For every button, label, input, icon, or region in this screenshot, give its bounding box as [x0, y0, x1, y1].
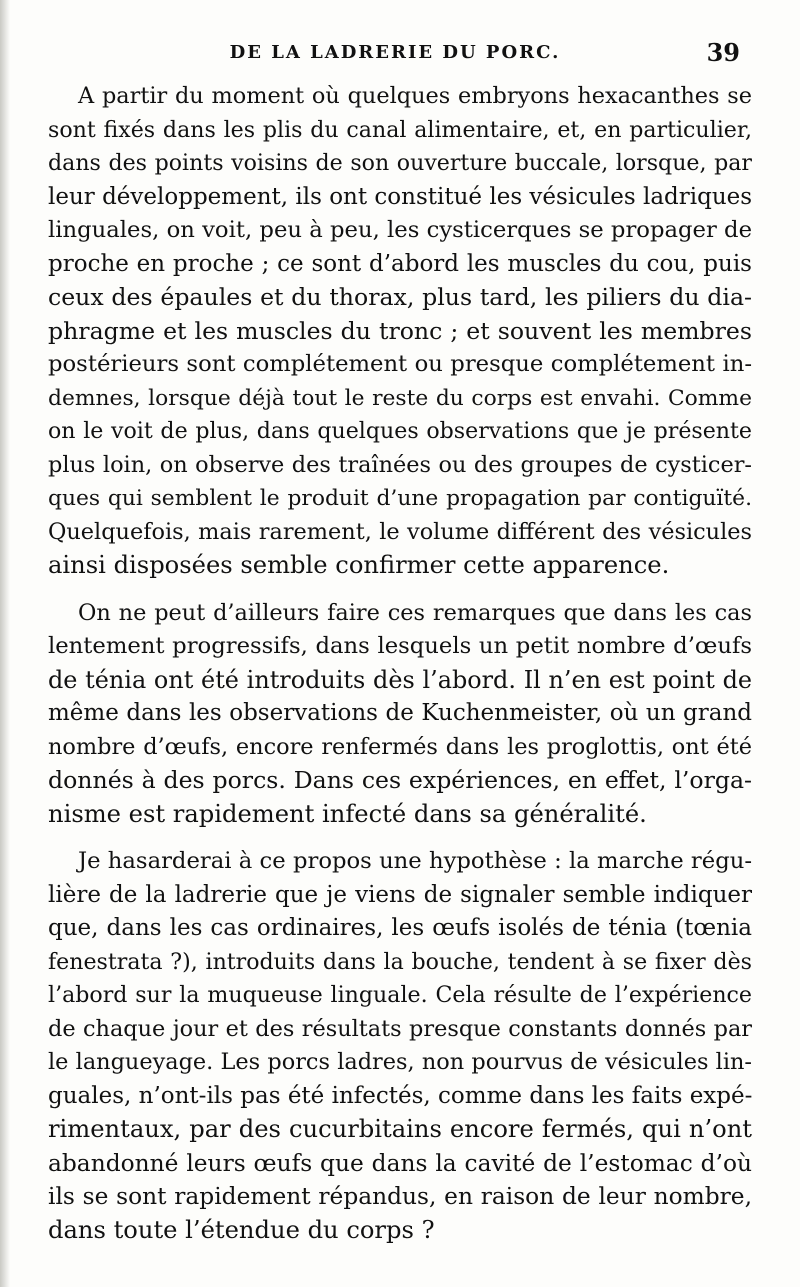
text-line: abandonné leurs œufs que dans la cavité de l’estomac d’où	[48, 1149, 752, 1177]
text-line: A partir du moment où quelques embryons hexacanthes se	[78, 83, 752, 109]
text-line: rimentaux, par des cucurbitains encore fermés, qui n’ont	[48, 1115, 752, 1143]
text-line: dans des points voisins de son ouverture buccale, lorsque, par	[48, 150, 752, 176]
running-title: DE LA LADRERIE DU PORC.	[229, 42, 561, 63]
text-line: l’abord sur la muqueuse linguale. Cela résulte de l’expérience	[48, 982, 752, 1008]
text-line: lière de la ladrerie que je viens de signaler semble indiquer	[48, 881, 752, 908]
text-line: linguales, on voit, peu à peu, les cysticerques se propager de	[48, 217, 752, 243]
text-line: guales, n’ont-ils pas été infectés, comme dans les faits expé-	[48, 1082, 753, 1109]
text-line: lentement progressifs, dans lesquels un petit nombre d’œufs	[48, 633, 752, 659]
text-line: que, dans les cas ordinaires, les œufs isolés de ténia (tœnia	[48, 915, 752, 941]
paragraph-2	[48, 597, 752, 832]
text-line: nombre d’œufs, encore renfermés dans les proglottis, ont été	[48, 733, 752, 760]
text-line: ils se sont rapidement répandus, en raison de leur nombre,	[48, 1183, 752, 1210]
page-number: 39	[706, 38, 740, 67]
paragraph-3	[48, 845, 752, 1247]
text-line: même dans les observations de Kuchenmeister, où un grand	[48, 700, 752, 726]
text-line: donnés à des porcs. Dans ces expériences, en effet, l’orga-	[48, 766, 752, 794]
text-line: phragme et les muscles du tronc ; et souvent les membres	[48, 316, 752, 345]
text-line: ceux des épaules et du thorax, plus tard, les piliers du dia-	[48, 283, 752, 311]
text-line: ques qui semblent le produit d’une propagation par contiguïté.	[48, 486, 752, 511]
text-line: ainsi disposées semble confirmer cette apparence.	[48, 551, 670, 579]
text-line: plus loin, on observe des traînées ou des groupes de cysticer-	[48, 451, 752, 478]
text-line: demnes, lorsque déjà tout le reste du corps est envahi. Comme	[48, 385, 752, 411]
text-line: Quelquefois, mais rarement, le volume différent des vésicules	[48, 518, 752, 545]
text-line: leur développement, ils ont constitué les vésicules ladriques	[48, 183, 753, 210]
text-line: fenestrata ?), introduits dans la bouche, tendent à se fixer dès	[48, 948, 752, 975]
text-line: de chaque jour et des résultats presque constants donnés par	[48, 1015, 752, 1042]
text-line: nisme est rapidement infecté dans sa généralité.	[48, 799, 647, 828]
text-line: Je hasarderai à ce propos une hypothèse : la marche régu-	[78, 848, 752, 874]
text-line: sont fixés dans les plis du canal alimentaire, et, en particulier,	[48, 116, 752, 143]
paragraph-1	[48, 80, 752, 583]
running-head	[50, 38, 740, 78]
page-gutter-shadow	[0, 0, 10, 1287]
body-text	[48, 80, 752, 1261]
text-line: on le voit de plus, dans quelques observations que je présente	[48, 418, 752, 444]
text-line: On ne peut d’ailleurs faire ces remarques que dans les cas	[78, 599, 752, 626]
text-line: proche en proche ; ce sont d’abord les muscles du cou, puis	[48, 250, 752, 277]
text-line: le langueyage. Les porcs ladres, non pourvus de vésicules lin-	[48, 1049, 752, 1075]
text-line: de ténia ont été introduits dès l’abord. Il n’en est point de	[48, 665, 752, 694]
text-line: postérieurs sont complétement ou presque complétement in-	[48, 351, 752, 377]
text-line: dans toute l’étendue du corps ?	[48, 1215, 435, 1244]
